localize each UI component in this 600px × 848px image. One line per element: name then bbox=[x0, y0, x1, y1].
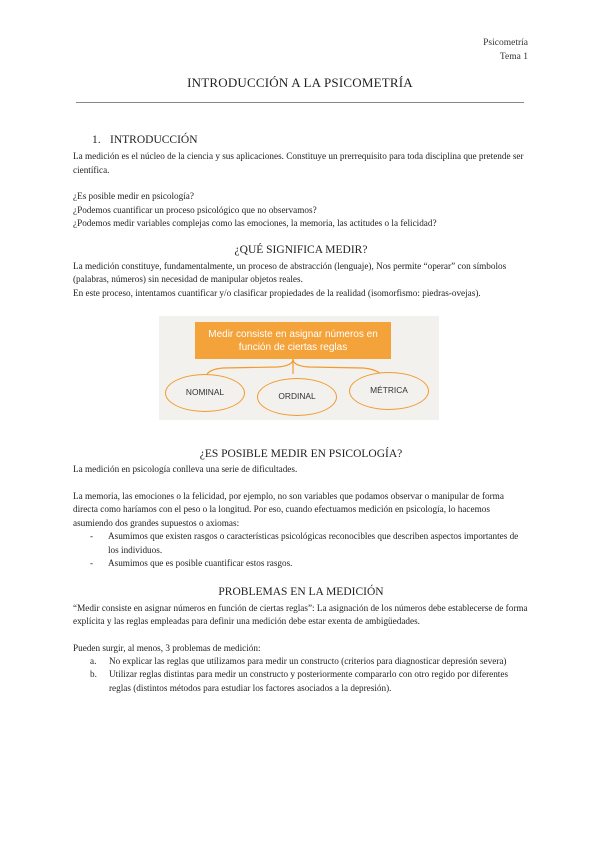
page-header bbox=[483, 36, 528, 64]
list-item bbox=[73, 557, 529, 570]
document-body bbox=[73, 134, 529, 695]
section-heading-introduccion bbox=[92, 134, 529, 147]
difficulties-paragraph: La medición en psicología conlleva una serie de dificultades. bbox=[73, 464, 298, 475]
spacer bbox=[73, 477, 529, 490]
question-3: ¿Podemos medir variables complejas como las emociones, la memoria, las actitudes o la felicidad? bbox=[73, 218, 437, 229]
bullet-dash: - bbox=[90, 531, 94, 542]
problems-list bbox=[73, 655, 529, 695]
document-title: INTRODUCCIÓN A LA PSICOMETRÍA bbox=[187, 75, 413, 90]
title-divider bbox=[76, 102, 524, 103]
bullet-dash: - bbox=[90, 557, 94, 568]
level-ordinal: ORDINAL bbox=[257, 378, 337, 416]
section-heading-text: INTRODUCCIÓN bbox=[110, 134, 198, 146]
header-course: Psicometría bbox=[483, 38, 528, 48]
section-number: 1. bbox=[92, 134, 101, 146]
diagram-definition-box: Medir consiste en asignar números en función de ciertas reglas bbox=[195, 322, 391, 359]
header-unit: Tema 1 bbox=[499, 52, 528, 62]
section-heading-que-significa-medir: ¿QUÉ SIGNIFICA MEDIR? bbox=[234, 244, 368, 257]
level-nominal: NOMINAL bbox=[165, 374, 245, 412]
problem-a: No explicar las reglas que utilizamos para medir un constructo (criterios para diagnosticar depresión severa) bbox=[109, 655, 507, 666]
spacer bbox=[73, 177, 529, 190]
medir-paragraph-2: En este proceso, intentamos cuantificar y/o clasificar propiedades de la realidad (isomorfismo: piedras-ovejas). bbox=[73, 287, 481, 298]
problems-paragraph-1: “Medir consiste en asignar números en función de ciertas reglas”: La asignación de los números debe establecerse de forma explícita y las reglas empleadas para definir una medición debe estar exenta de ambigüedades. bbox=[73, 602, 528, 627]
list-item bbox=[73, 655, 529, 668]
list-item bbox=[73, 530, 529, 557]
medir-paragraph-1: La medición constituye, fundamentalmente, un proceso de abstracción (lenguaje), Nos permite “operar” con símbolos (palabras, números) sin necesidad de manipular objetos reales. bbox=[73, 260, 507, 285]
item-marker: b. bbox=[90, 669, 97, 680]
connector-metrica bbox=[293, 359, 381, 374]
intro-paragraph: La medición es el núcleo de la ciencia y sus aplicaciones. Constituye un prerrequisito para toda disciplina que pretende ser científica. bbox=[73, 151, 524, 175]
spacer bbox=[73, 629, 529, 642]
problem-b: Utilizar reglas distintas para medir un constructo y posteriormente compararlo con otro regido por diferentes reglas (distintos métodos para estudiar los factores asociados a la depresión). bbox=[109, 669, 509, 693]
section-heading-problemas: PROBLEMAS EN LA MEDICIÓN bbox=[218, 586, 384, 599]
level-metrica: MÉTRICA bbox=[349, 372, 429, 410]
problems-paragraph-2: Pueden surgir, al menos, 3 problemas de medición: bbox=[73, 642, 261, 653]
axioms-list bbox=[73, 530, 529, 570]
measurement-diagram bbox=[159, 316, 439, 420]
section-heading-es-posible-medir: ¿ES POSIBLE MEDIR EN PSICOLOGÍA? bbox=[199, 448, 403, 461]
connector-nominal bbox=[207, 359, 293, 374]
axiom-2: Asumimos que es posible cuantificar estos rasgos. bbox=[108, 557, 293, 568]
axioms-paragraph: La memoria, las emociones o la felicidad, por ejemplo, no son variables que podamos observar o manipular de forma directa como haríamos con el peso o la longitud. Por eso, cuando efectuamos medición en psicología, lo hacemos asumiendo dos grandes supuestos o axiomas: bbox=[73, 490, 504, 528]
question-2: ¿Podemos cuantificar un proceso psicológico que no observamos? bbox=[73, 204, 317, 215]
item-marker: a. bbox=[90, 655, 97, 666]
axiom-1: Asumimos que existen rasgos o características psicológicas reconocibles que describen aspectos importantes de los individuos. bbox=[108, 531, 519, 555]
list-item bbox=[73, 668, 529, 695]
question-1: ¿Es posible medir en psicología? bbox=[73, 191, 194, 202]
